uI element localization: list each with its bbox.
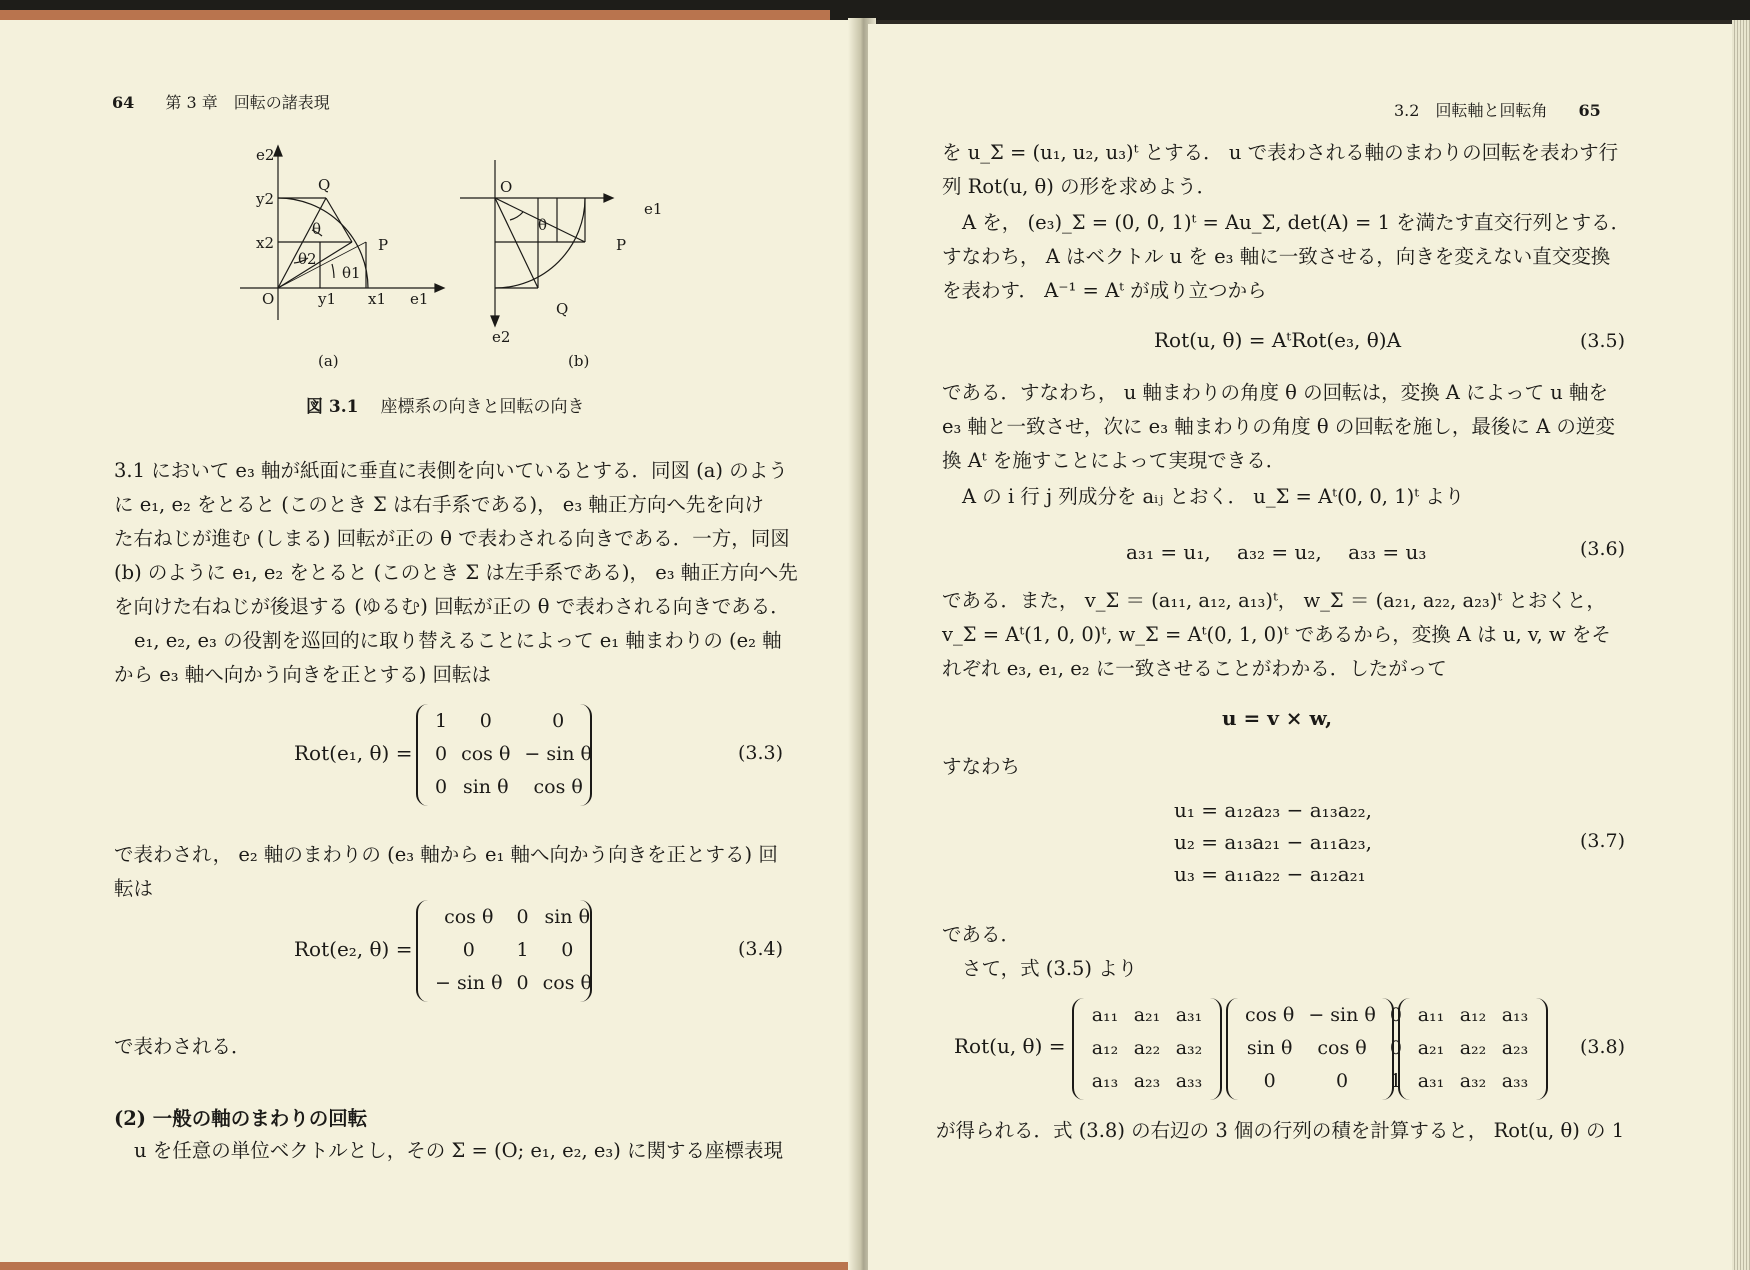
left-paragraph-1 [114,454,798,624]
fig-b-label-theta: θ [538,216,548,234]
matrix-cell: cos θ [1317,1036,1367,1059]
fig-a-label-y1: y1 [318,290,337,308]
cover-edge-bottom [0,1262,860,1270]
text-line: A を， (e₃)_Σ = (0, 0, 1)ᵗ = Au_Σ, det(A) = 1 を満たす直交行列とする． [962,211,1631,234]
eq-3-7 [1174,794,1372,890]
text-line: を向けた右ねじが後退する (ゆるむ) 回転が正の θ で表わされる向きである． [114,595,790,618]
matrix-cell: a₁₁ [1091,1003,1119,1026]
fig-a-label-P: P [378,236,389,254]
matrix-cell: a₂₂ [1459,1036,1487,1059]
text-line: v_Σ = Aᵗ(1, 0, 0)ᵗ, w_Σ = Aᵗ(0, 1, 0)ᵗ であるから，変換 A は u, v, w をそ [942,623,1611,646]
text-line: が得られる．式 (3.8) の右辺の 3 個の行列の積を計算すると， Rot(u, θ) の 1 [936,1119,1625,1142]
right-running-head [1394,98,1601,121]
text-line: 3.1 において e₃ 軸が紙面に垂直に表側を向いているとする．同図 (a) のよう [114,459,788,482]
right-paragraph-6 [942,750,1020,784]
figure-3-1 [220,138,663,368]
panel-b-label: (b) [568,352,590,370]
matrix-cell: 0 [552,709,565,732]
text-line: た右ねじが進む (しまる) 回転が正の θ で表わされる向きである．一方，同図 [114,527,790,550]
matrix-cell: 0 [1336,1069,1349,1092]
left-paragraph-5 [114,1134,783,1168]
left-running-head [112,90,330,113]
matrix-cell: 0 [516,905,529,928]
left-page [0,20,862,1270]
eq-cross-product: u = v × w, [1222,706,1333,730]
matrix-cell: 0 [1389,1003,1402,1026]
text-line: に e₁, e₂ をとると (このとき Σ は右手系である)， e₃ 軸正方向へ先を向け [114,493,764,516]
matrix-cell: 0 [1263,1069,1276,1092]
text-line: である． [942,923,1021,946]
fig-a-label-e1: e1 [410,290,429,308]
matrix-cell: 0 [516,971,529,994]
eq-3-8-matrix-3 [1398,998,1548,1100]
eq-3-4-matrix [416,900,592,1002]
matrix-cell: cos θ [444,905,494,928]
matrix-cell: a₂₁ [1133,1003,1161,1026]
text-line: れぞれ e₃, e₁, e₂ に一致させることがわかる．したがって [942,657,1447,680]
right-paragraph-5 [942,584,1611,686]
fig-a-label-x1: x1 [368,290,387,308]
right-page [868,24,1750,1270]
fig-b-label-P: P [616,236,627,254]
matrix-cell: 1 [516,938,529,961]
panel-a-label: (a) [318,352,339,370]
matrix-cell: sin θ [1246,1036,1293,1059]
text-line: A の i 行 j 列成分を aᵢⱼ とおく． u_Σ = Aᵗ(0, 0, 1)ᵗ より [962,485,1465,508]
eq-3-6-number: (3.6) [1580,538,1626,560]
eq-3-8-matrix-1 [1072,998,1222,1100]
text-line: すなわち [942,755,1021,778]
caption-text: 座標系の向きと回転の向き [380,397,585,417]
matrix-cell: cos θ [542,971,592,994]
text-line: u を任意の単位ベクトルとし，その Σ = (O; e₁, e₂, e₃) に関する座標表現 [134,1139,784,1162]
caption-number: 図 3.1 [306,397,359,417]
matrix-cell: a₂₃ [1501,1036,1529,1059]
chapter-header: 第 3 章 回転の諸表現 [165,93,330,112]
fig-b-label-Q: Q [556,300,569,318]
matrix-cell: a₃₂ [1175,1036,1203,1059]
right-paragraph-4 [942,480,1464,514]
eq-3-3-number: (3.3) [738,742,784,764]
eq-3-7-number: (3.7) [1580,830,1626,852]
matrix-cell: 1 [435,709,448,732]
eq-3-6: a₃₁ = u₁, a₃₂ = u₂, a₃₃ = u₃ [1126,540,1427,564]
text-line: で表わされ， e₂ 軸のまわりの (e₃ 軸から e₁ 軸へ向かう向きを正とする) 回 [114,843,778,866]
matrix-cell: 0 [479,709,492,732]
fig-a-label-theta1: θ1 [342,264,361,282]
fig-b-label-e1: e1 [644,200,663,218]
matrix-cell: sin θ [544,905,591,928]
matrix-cell: a₂₃ [1133,1069,1161,1092]
eq-3-7-line: u₃ = a₁₁a₂₂ − a₁₂a₂₁ [1174,862,1366,886]
left-page-number: 64 [112,93,135,112]
fig-a-label-theta: θ [312,220,322,238]
matrix-cell: 0 [561,938,574,961]
figure-caption [306,392,585,417]
eq-3-8-number: (3.8) [1580,1036,1626,1058]
matrix-cell: a₁₁ [1417,1003,1445,1026]
text-line: 列 Rot(u, θ) の形を求めよう． [942,175,1217,198]
fig-a-label-Q: Q [318,176,331,194]
matrix-cell: 1 [1389,1069,1402,1092]
matrix-cell: sin θ [462,775,509,798]
section-title: (2) 一般の軸のまわりの回転 [114,1107,368,1130]
right-paragraph-1 [942,136,1618,204]
fig-a-label-x2: x2 [256,234,275,252]
matrix-cell: cos θ [1245,1003,1295,1026]
text-line: (b) のように e₁, e₂ をとると (このとき Σ は左手系である)， e₃ 軸正方向へ先 [114,561,798,584]
matrix-cell: a₁₂ [1091,1036,1119,1059]
right-page-number: 65 [1578,101,1601,120]
text-line: さて，式 (3.5) より [962,957,1138,980]
left-paragraph-2 [114,624,782,692]
eq-3-3-matrix [416,704,592,806]
eq-3-4-lhs: Rot(e₂, θ) = [294,937,413,961]
matrix-cell: a₂₂ [1133,1036,1161,1059]
eq-3-4-number: (3.4) [738,938,784,960]
text-line: 換 Aᵗ を施すことによって実現できる． [942,449,1286,472]
eq-3-8-matrix-2 [1226,998,1402,1100]
text-line: 転は [114,877,154,900]
eq-3-7-line: u₂ = a₁₃a₂₁ − a₁₁a₂₃, [1174,830,1373,854]
matrix-cell: 0 [462,938,475,961]
fig-a-label-e2: e2 [256,146,275,164]
matrix-cell: a₁₂ [1459,1003,1487,1026]
fig-b-label-e2: e2 [492,328,511,346]
text-line: である．また， v_Σ ＝ (a₁₁, a₁₂, a₁₃)ᵗ， w_Σ ＝ (a₂₁, a₂₂, a₂₃)ᵗ とおくと， [942,589,1606,612]
matrix-cell: 0 [1389,1036,1402,1059]
eq-3-5-number: (3.5) [1580,330,1626,352]
eq-3-8-lhs: Rot(u, θ) = [954,1034,1066,1058]
right-paragraph-3 [942,376,1615,478]
matrix-cell: a₃₁ [1417,1069,1445,1092]
section-header: 3.2 回転軸と回転角 [1394,101,1548,120]
text-line: を u_Σ = (u₁, u₂, u₃)ᵗ とする． u で表わされる軸のまわりの回転を表わす行 [942,141,1619,164]
matrix-cell: 0 [435,775,448,798]
matrix-cell: a₃₃ [1175,1069,1203,1092]
text-line: から e₃ 軸へ向かう向きを正とする) 回転は [114,663,492,686]
fig-a-label-y2: y2 [256,190,275,208]
matrix-cell: cos θ [461,742,511,765]
text-line: で表わされる． [114,1035,251,1058]
page-stack-edge [1732,20,1750,1270]
matrix-cell: − sin θ [1308,1003,1376,1026]
eq-3-5: Rot(u, θ) = AᵗRot(e₃, θ)A [1154,328,1402,352]
matrix-cell: a₃₃ [1501,1069,1529,1092]
fig-a-label-theta2: θ2 [298,250,317,268]
fig-b-label-O: O [500,178,513,196]
left-paragraph-4 [114,1030,251,1064]
text-line: である．すなわち， u 軸まわりの角度 θ の回転は，変換 A によって u 軸を [942,381,1609,404]
right-paragraph-7 [942,918,1137,986]
right-paragraph-9 [936,1114,1624,1148]
eq-3-3-lhs: Rot(e₁, θ) = [294,741,413,765]
text-line: e₃ 軸と一致させ，次に e₃ 軸まわりの角度 θ の回転を施し，最後に A の逆変 [942,415,1615,438]
text-line: e₁, e₂, e₃ の役割を巡回的に取り替えることによって e₁ 軸まわりの (e₂ 軸 [134,629,782,652]
text-line: を表わす． A⁻¹ = Aᵗ が成り立つから [942,279,1267,302]
matrix-cell: a₃₁ [1175,1003,1203,1026]
matrix-cell: 0 [435,742,448,765]
matrix-cell: a₁₃ [1091,1069,1119,1092]
text-line: すなわち， A はベクトル u を e₃ 軸に一致させる，向きを変えない直交変換 [942,245,1611,268]
matrix-cell: − sin θ [524,742,592,765]
matrix-cell: − sin θ [435,971,503,994]
eq-3-7-line: u₁ = a₁₂a₂₃ − a₁₃a₂₂, [1174,798,1373,822]
matrix-cell: a₁₃ [1501,1003,1529,1026]
matrix-cell: cos θ [533,775,583,798]
matrix-cell: a₃₂ [1459,1069,1487,1092]
matrix-cell: a₂₁ [1417,1036,1445,1059]
right-paragraph-2 [942,206,1630,308]
fig-a-label-O: O [262,290,275,308]
left-paragraph-3 [114,838,778,906]
